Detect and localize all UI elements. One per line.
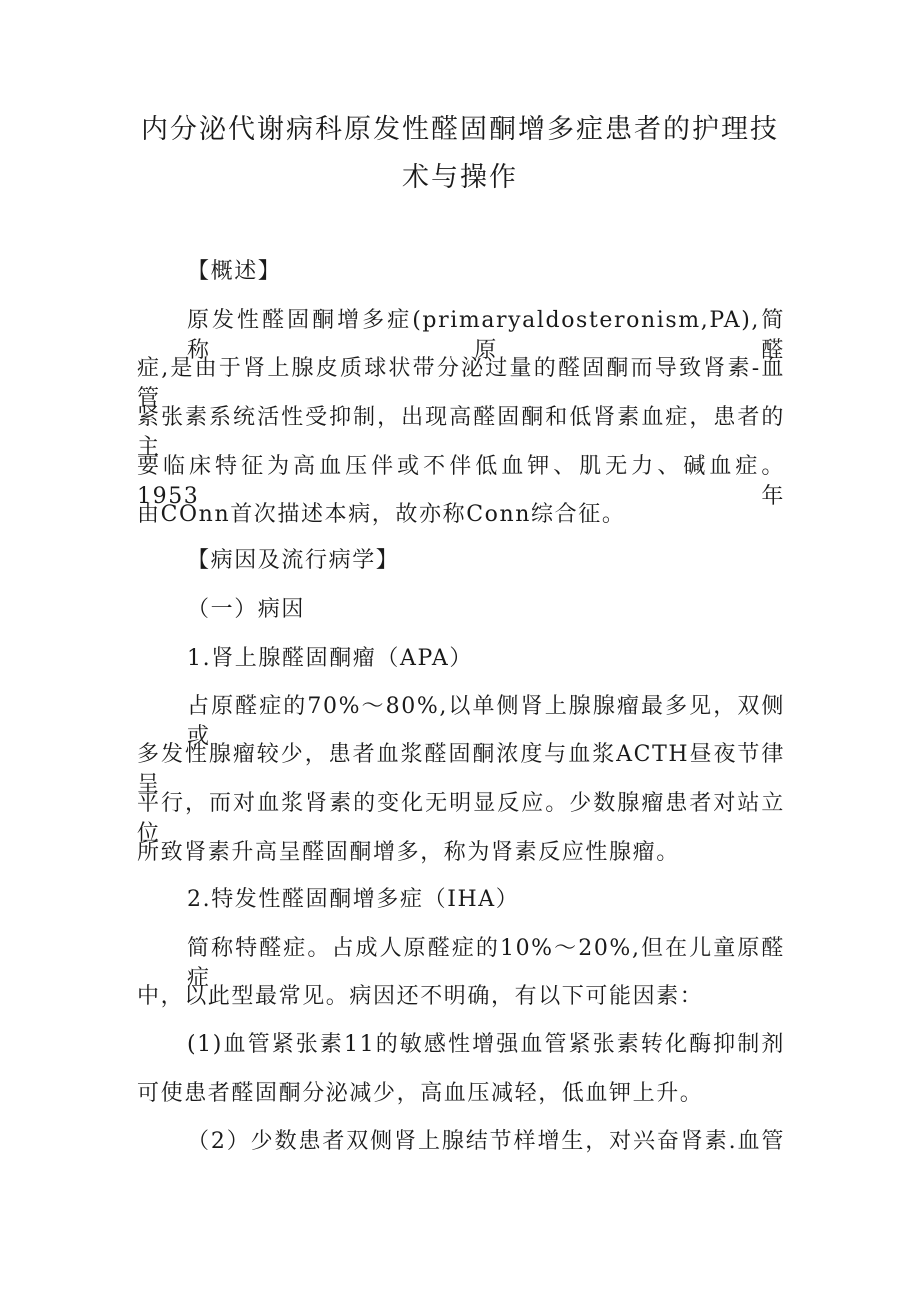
section-heading-overview: 【概述】 [187,259,282,284]
paragraph-line: 占原醛症的70%～80%,以单侧肾上腺腺瘤最多见，双侧或 [187,694,785,749]
paragraph-line: 中，以此型最常见。病因还不明确，有以下可能因素： [137,984,704,1009]
paragraph-line: 原发性醛固酮增多症(primaryaldosteronism,PA),简称原醛 [187,308,785,363]
paragraph-line: （2）少数患者双侧肾上腺结节样增生，对兴奋肾素.血管 [187,1129,785,1154]
title-line-1: 内分泌代谢病科原发性醛固酮增多症患者的护理技 [141,114,779,145]
paragraph-line: (1)血管紧张素11的敏感性增强血管紧张素转化酶抑制剂 [187,1032,785,1057]
subsection-heading: （一）病因 [187,597,306,622]
item-heading: 1.肾上腺醛固酮瘤（APA） [187,646,473,671]
title-line-2: 术与操作 [402,162,518,193]
paragraph-line: 可使患者醛固酮分泌减少，高血压减轻，低血钾上升。 [137,1081,704,1106]
paragraph-line: 紧张素系统活性受抑制，出现高醛固酮和低肾素血症，患者的主 [137,405,785,460]
paragraph-line: 症,是由于肾上腺皮质球状带分泌过量的醛固酮而导致肾素-血管 [137,356,785,411]
item-heading: 2.特发性醛固酮增多症（IHA） [187,887,520,912]
section-heading-etiology: 【病因及流行病学】 [187,548,400,573]
paragraph-line: 简称特醛症。占成人原醛症的10%～20%,但在儿童原醛症 [187,936,785,991]
document-title [120,106,800,202]
paragraph-line: 多发性腺瘤较少，患者血浆醛固酮浓度与血浆ACTH昼夜节律呈 [137,742,785,797]
paragraph-line: 要临床特征为高血压伴或不伴低血钾、肌无力、碱血症。1953年 [137,454,785,509]
paragraph-line: 由COnn首次描述本病，故亦称Conn综合征。 [137,502,626,527]
paragraph-line: 所致肾素升高呈醛固酮增多，称为肾素反应性腺瘤。 [137,840,680,865]
paragraph-line: 平行，而对血浆肾素的变化无明显反应。少数腺瘤患者对站立位 [137,791,785,846]
